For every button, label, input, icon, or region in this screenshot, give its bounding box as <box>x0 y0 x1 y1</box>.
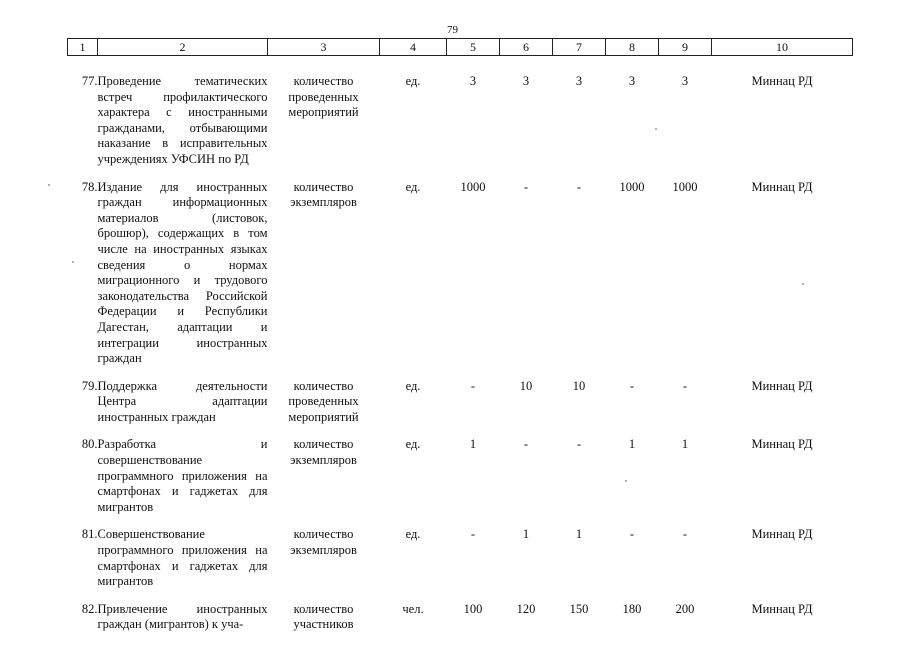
value-cell: - <box>629 378 635 393</box>
col-header: 4 <box>380 39 447 56</box>
indicator-name: количество экземпляров <box>290 437 357 468</box>
value-cell: 200 <box>675 601 695 616</box>
table-row <box>68 74 853 180</box>
indicator-name: количество экземпляров <box>290 179 357 210</box>
table-row <box>68 602 853 645</box>
executor-cell: Миннац РД <box>751 437 813 452</box>
scan-speck <box>72 261 74 263</box>
row-number: 79. <box>81 378 98 393</box>
table-row <box>68 527 853 601</box>
value-cell: - <box>682 378 688 393</box>
value-cell: - <box>523 179 529 194</box>
col-header: 3 <box>268 39 380 56</box>
scan-speck <box>625 480 627 482</box>
executor-cell: Миннац РД <box>751 527 813 542</box>
col-header: 8 <box>606 39 659 56</box>
executor-cell: Миннац РД <box>751 179 813 194</box>
value-cell: - <box>523 437 529 452</box>
col-header: 9 <box>659 39 712 56</box>
value-cell: 1 <box>575 527 583 542</box>
unit-cell: ед. <box>405 378 421 393</box>
measure-name: Разработка и совершенствование программного приложения на смартфонах и гаджетах для мигрантов <box>97 437 268 514</box>
page-number: 79 <box>447 24 458 36</box>
row-number: 82. <box>81 601 98 616</box>
value-cell: 1000 <box>619 179 645 194</box>
value-cell: 120 <box>516 601 536 616</box>
row-number: 77. <box>81 74 98 88</box>
unit-cell: ед. <box>405 527 421 542</box>
indicator-name: количество экземпляров <box>290 527 357 558</box>
value-cell: 150 <box>569 601 589 616</box>
col-header: 10 <box>712 39 853 56</box>
scan-speck <box>655 128 657 130</box>
value-cell: 1000 <box>672 179 698 194</box>
value-cell: 1 <box>681 437 689 452</box>
unit-cell: ед. <box>405 74 421 88</box>
value-cell: 1 <box>469 437 477 452</box>
unit-cell: ед. <box>405 437 421 452</box>
indicator-name: количество проведенных мероприятий <box>288 378 359 424</box>
col-header: 7 <box>553 39 606 56</box>
value-cell: 1 <box>522 527 530 542</box>
value-cell: - <box>576 437 582 452</box>
value-cell: 3 <box>522 74 530 88</box>
measure-name: Проведение тематических встреч профилактического характера с иностранными гражданами, отбывающими наказание в исправительных учреждениях УФСИН по РД <box>97 74 268 166</box>
value-cell: 10 <box>519 378 533 393</box>
row-number: 80. <box>81 437 98 452</box>
scan-speck <box>48 184 50 186</box>
value-cell: 1000 <box>460 179 486 194</box>
value-cell: 1 <box>628 437 636 452</box>
unit-cell: ед. <box>405 179 421 194</box>
value-cell: - <box>576 179 582 194</box>
table-row <box>68 437 853 527</box>
unit-cell: чел. <box>402 601 424 616</box>
row-number: 78. <box>81 179 98 194</box>
table-row <box>68 379 853 438</box>
measure-name: Поддержка деятельности Центра адаптации иностранных граждан <box>97 378 268 424</box>
col-header: 6 <box>500 39 553 56</box>
indicator-name: количество участников <box>293 601 354 632</box>
value-cell: - <box>470 378 476 393</box>
col-header: 5 <box>447 39 500 56</box>
col-header: 2 <box>98 39 268 56</box>
value-cell: - <box>470 527 476 542</box>
measures-table <box>67 38 853 645</box>
value-cell: - <box>629 527 635 542</box>
measure-name: Издание для иностранных граждан информационных материалов (листовок, брошюр), содержащих в том числе на иностранных языках сведения о нормах миграционного и трудового законодательства Российской Федерации и Республики Дагестан, адаптации и интеграции иностранных граждан <box>97 179 268 366</box>
value-cell: 3 <box>628 74 636 88</box>
executor-cell: Миннац РД <box>751 601 813 616</box>
column-number-header <box>68 39 853 56</box>
value-cell: 10 <box>572 378 586 393</box>
executor-cell: Миннац РД <box>751 378 813 393</box>
value-cell: 180 <box>622 601 642 616</box>
executor-cell: Миннац РД <box>751 74 813 88</box>
measure-name: Совершенствование программного приложения на смартфонах и гаджетах для мигрантов <box>97 527 268 589</box>
value-cell: 3 <box>681 74 689 88</box>
row-number: 81. <box>81 527 98 542</box>
table-row <box>68 180 853 379</box>
measure-name: Привлечение иностранных граждан (мигрантов) к уча- <box>97 601 268 632</box>
col-header: 1 <box>68 39 98 56</box>
indicator-name: количество проведенных мероприятий <box>288 74 359 120</box>
value-cell: - <box>682 527 688 542</box>
scan-speck <box>802 283 804 285</box>
value-cell: 100 <box>463 601 483 616</box>
value-cell: 3 <box>469 74 477 88</box>
value-cell: 3 <box>575 74 583 88</box>
